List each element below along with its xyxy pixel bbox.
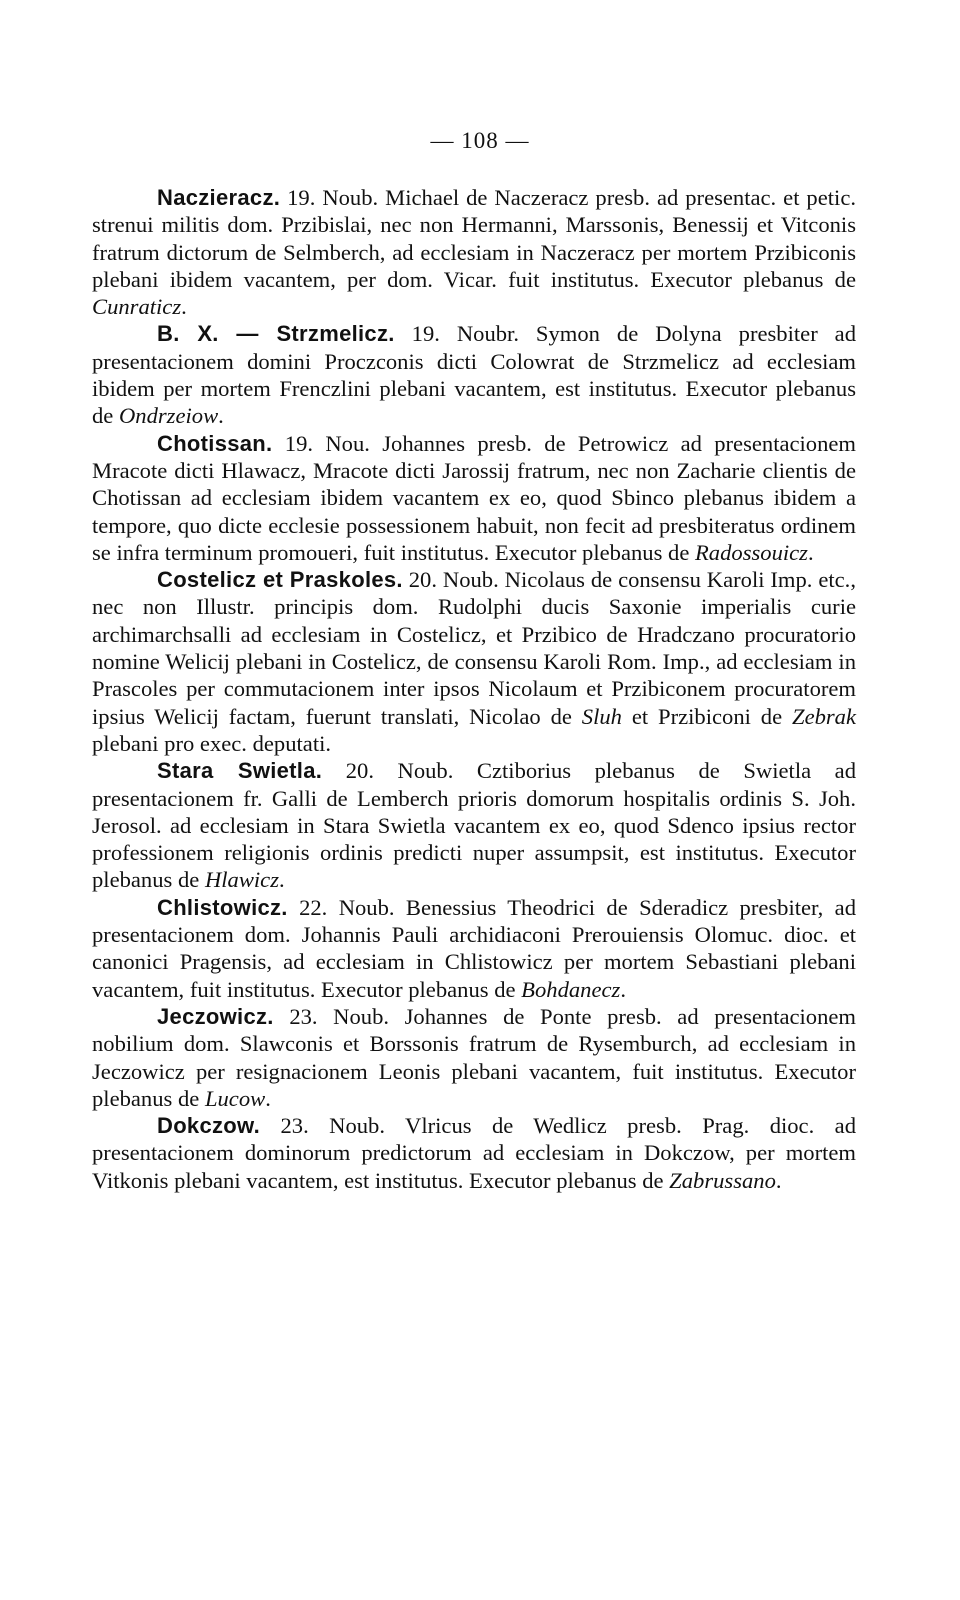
executor-place: Cunraticz: [92, 294, 182, 320]
entry-heading: Jeczowicz.: [157, 1003, 274, 1029]
executor-place: Radossouicz: [695, 539, 808, 565]
entry-text: 19. Noubr. Symon de Dolyna presbiter ad presentacionem domini Proczconis dicti Colowrat de Strzmelicz ad ecclesiam ibidem per mortem Frenczlini plebani vacantem, est institutus. Executor plebanus de: [92, 321, 856, 429]
entry-naczieracz: [92, 184, 856, 320]
entry-end: .: [181, 294, 187, 320]
entry-text: 20. Noub. Nicolaus de consensu Karoli Imp. etc., nec non Illustr. principis dom. Rudolphi ducis Saxonie imperialis curie archimarchsalli ad ecclesiam in Costelicz, et Przibico de Hradczano procuratorio nomine Welicij plebani in Costelicz, de consensu Karoli Rom. Imp., ad ecclesiam in Prascoles per commutacionem inter ipsos Nicolaum et Przibiconem procuratorem ipsius Welicij factam, fuerunt translati, Nicolao de: [92, 567, 856, 729]
entry-costelicz: [92, 566, 856, 757]
entry-text: 20. Noub. Cztiborius plebanus de Swietla ad presentacionem fr. Galli de Lemberch prioris domorum hospitalis ordinis S. Joh. Jerosol. ad ecclesiam in Stara Swietla vacantem ex eo, quod Sdenco ipsius rector professionem religionis ordinis predicti nuper assumpsit, est institutus. Executor plebanus de: [92, 758, 856, 893]
executor-place: Hlawicz: [204, 867, 279, 893]
page-number: — 108 —: [430, 128, 530, 153]
entry-dokczow: [92, 1112, 856, 1194]
entry-text: 23. Noub. Vlricus de Wedlicz presb. Prag. dioc. ad presentacionem dominorum predictorum ad ecclesiam in Dokczow, per mortem Vitkonis plebani vacantem, est institutus. Executor plebanus de: [92, 1113, 856, 1193]
entry-end: .: [218, 403, 224, 429]
entry-end: .: [265, 1085, 271, 1111]
executor-place: Zabrussano: [669, 1167, 776, 1193]
entry-heading: Naczieracz.: [157, 185, 281, 210]
entry-heading: Chlistowicz.: [157, 894, 288, 920]
entry-end: .: [807, 539, 814, 565]
entry-jeczowicz: [92, 1003, 856, 1112]
entry-strzmelicz: [92, 320, 856, 429]
executor-place: Sluh: [581, 703, 622, 729]
entry-prefix: B. X. —: [157, 321, 277, 347]
entry-text: 19. Nou. Johannes presb. de Petrowicz ad presentacionem Mracote dicti Hlawacz, Mracote dicti Jarossij fratrum, nec non Zacharie clientis de Chotissan ad ecclesiam ibidem vacantem ex eo, quod Sbinco plebanus ibidem a tempore, quo dicte ecclesie possessionem habuit, non fecit ad presbiteratus ordinem se infra terminum promoueri, fuit institutus. Executor plebanus de: [92, 430, 856, 565]
executor-place: Ondrzeiow: [118, 403, 219, 429]
entry-heading: Dokczow.: [157, 1113, 261, 1139]
entry-chotissan: [92, 430, 856, 566]
entry-text-continued: et Przibiconi de: [621, 703, 792, 729]
executor-place: Bohdanecz: [521, 976, 621, 1002]
entry-heading: Costelicz et Praskoles.: [157, 567, 403, 593]
entry-end: plebani pro exec. deputati.: [92, 730, 332, 756]
executor-place: Lucow: [204, 1085, 266, 1111]
entry-heading: Strzmelicz.: [276, 321, 395, 347]
executor-place-second: Zebrak: [792, 703, 857, 729]
entry-end: .: [620, 976, 626, 1002]
document-body: [92, 184, 856, 1194]
entry-chlistowicz: [92, 894, 856, 1003]
entry-stara-swietla: [92, 757, 856, 893]
entry-text: 23. Noub. Johannes de Ponte presb. ad presentacionem nobilium dom. Slawconis et Borssonis fratrum de Rysemburch, ad ecclesiam in Jeczowicz per resignacionem Leonis plebani vacantem, fuit institutus. Executor plebanus de: [92, 1003, 856, 1111]
entry-end: .: [775, 1167, 782, 1193]
entry-heading: Stara Swietla.: [157, 758, 323, 784]
entry-text: 22. Noub. Benessius Theodrici de Sderadicz presbiter, ad presentacionem dom. Johannis Pauli archidiaconi Prerouiensis Olomuc. dioc. et canonici Pragensis, ad ecclesiam in Chlistowicz per mortem Sebastiani plebani vacantem, fuit institutus. Executor plebanus de: [92, 894, 856, 1002]
entry-end: .: [279, 867, 285, 893]
entry-heading: Chotissan.: [157, 430, 273, 456]
entry-text: 19. Noub. Michael de Naczeracz presb. ad presentac. et petic. strenui militis dom. Przibislai, nec non Hermanni, Marssonis, Benessij et Vitconis fratrum dictorum de Selmberch, ad ecclesiam in Naczeracz per mortem Przibiconis plebani ibidem vacantem, per dom. Vicar. fuit institutus. Executor plebanus de: [92, 185, 856, 292]
